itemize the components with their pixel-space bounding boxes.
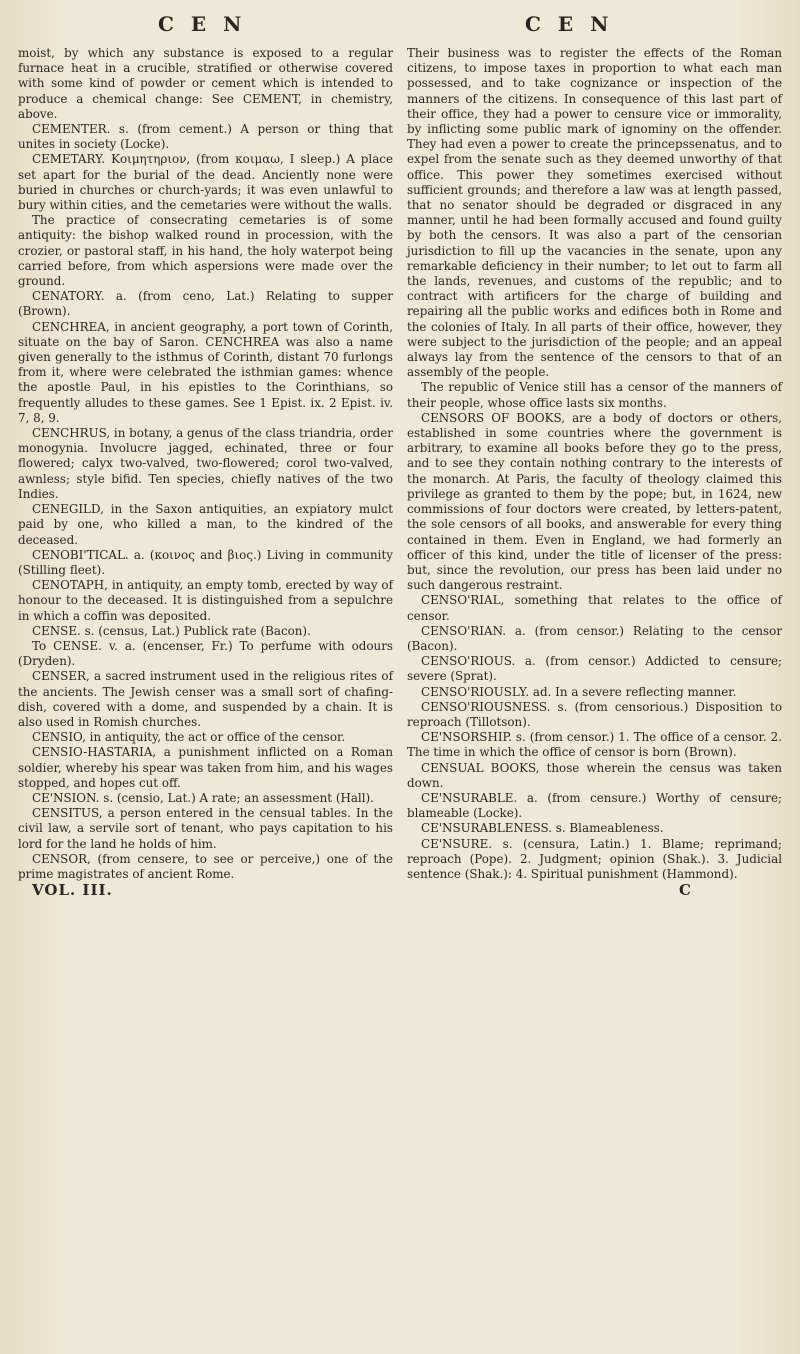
- entry-cenobitical: CENOBI'TICAL. a. (κοινος and βιος.) Living in community (Stilling fleet).: [18, 547, 393, 577]
- left-running-head: C E N: [158, 12, 247, 36]
- text-columns: [18, 46, 782, 898]
- left-column: [18, 46, 393, 898]
- entry-censor: CENSOR, (from censere, to see or perceive,) one of the prime magistrates of ancient Rome.: [18, 851, 393, 881]
- entry-cense-noun: CENSE. s. (census, Lat.) Publick rate (Bacon).: [32, 623, 311, 638]
- entry-censure: CE'NSURE. s. (censura, Latin.) 1. Blame; reprimand; reproach (Pope). 2. Judgment; opinion (Shak.). 3. Judicial sentence (Shak.): 4. Spiritual punishment (Hammond).: [407, 836, 782, 881]
- entry-cenegild: CENEGILD, in the Saxon antiquities, an expiatory mulct paid by one, who killed a man, to the kindred of the deceased.: [18, 502, 393, 547]
- entry-censor-continued: Their business was to register the effects of the Roman citizens, to impose taxes in proportion to what each man possessed, and to take cognizance or inspection of the manners of the citizens. In consequence of this last part of their office, they had a power to censure vice or immorality, by inflicting some public mark of ignominy on the offender. They had even a power to create the princepssenatus, and to expel from the senate such as they deemed unworthy of that office. This power they sometimes exercised without sufficient grounds; and therefore a law was at length passed, that no senator should be degraded or disgraced in any manner, until he had been formally accused and found guilty by both the censors. It was also a part of the censorian jurisdiction to fill up the vacancies in the senate, upon any remarkable deficiency in their number; to let out to farm all the lands, revenues, and customs of the republic; and to contract with artificers for the charge of building and repairing all the public works and edifices both in Rome and the colonies of Italy. In all parts of their office, however, they were subject to the jurisdiction of the people; and an appeal always lay from the sentence of the censors to that of an assembly of the people.: [407, 46, 782, 380]
- entry-censorial: CENSO'RIAL, something that relates to the office of censor.: [407, 593, 782, 623]
- running-headers: [18, 12, 782, 46]
- right-column: [407, 46, 782, 898]
- volume-signature: VOL. III.: [32, 881, 113, 900]
- entry-censurableness: CE'NSURABLENESS. s. Blameableness.: [421, 821, 664, 836]
- entry-cenchrea: CENCHREA, in ancient geography, a port town of Corinth, situate on the bay of Saron. CENCHREA was also a name given generally to the isthmus of Corinth, distant 70 furlongs from it, where were celebrated the isthmian games: whence the apostle Paul, in his epistles to the Corinthians, so frequently alludes to these games. See 1 Epist. ix. 2 Epist. iv. 7, 8, 9.: [18, 319, 393, 425]
- entry-censorian: CENSO'RIAN. a. (from censor.) Relating to the censor (Bacon).: [407, 623, 782, 653]
- entry-censual-books: CENSUAL BOOKS, those wherein the census was taken down.: [407, 760, 782, 790]
- entry-censorious: CENSO'RIOUS. a. (from censor.) Addicted to censure; severe (Sprat).: [407, 654, 782, 684]
- entry-cension: CE'NSION. s. (censio, Lat.) A rate; an assessment (Hall).: [32, 790, 374, 805]
- entry-venice-censor: The republic of Venice still has a censor of the manners of their people, whose office lasts six months.: [407, 380, 782, 410]
- entry-censer: CENSER, a sacred instrument used in the religious rites of the ancients. The Jewish censer was a small sort of chafing-dish, covered with a dome, and suspended by a chain. It is also used in Romish churches.: [18, 669, 393, 729]
- entry-cenotaph: CENOTAPH, in antiquity, an empty tomb, erected by way of honour to the deceased. It is distinguished from a sepulchre in which a coffin was deposited.: [18, 578, 393, 623]
- entry-cementer: CEMENTER. s. (from cement.) A person or thing that unites in society (Locke).: [18, 122, 393, 152]
- entry-cemetary: CEMETARY. Κοιμητηριον, (from κοιμαω, I sleep.) A place set apart for the burial of the dead. Anciently none were buried in churches or church-yards; it was even unlawful to bury within cities, and the cemetaries were without the walls.: [18, 152, 393, 213]
- entry-continuation: moist, by which any substance is exposed to a regular furnace heat in a crucible, stratified or otherwise covered with some kind of powder or cement which is intended to produce a chemical change: See CEMENT, in chemistry, above.: [18, 46, 393, 121]
- entry-censurable: CE'NSURABLE. a. (from censure.) Worthy of censure; blameable (Locke).: [407, 790, 782, 821]
- entry-censors-of-books: CENSORS OF BOOKS, are a body of doctors or others, established in some countries where the government is arbitrary, to examine all books before they go to the press, and to see they contain nothing contrary to the interests of the monarch. At Paris, the faculty of theology claimed this privilege as granted to them by the pope; but, in 1624, new commissions of four doctors were created, by letters-patent, the sole censors of all books, and answerable for every thing contained in them. Even in England, we had formerly an officer of this kind, under the title of licenser of the press: but, since the revolution, our press has been laid under no such dangerous restraint.: [407, 410, 782, 593]
- entry-censorship: CE'NSORSHIP. s. (from censor.) 1. The office of a censor. 2. The time in which the office of censor is born (Brown).: [407, 730, 782, 760]
- entry-censoriousness: CENSO'RIOUSNESS. s. (from censorious.) Disposition to reproach (Tillotson).: [407, 699, 782, 729]
- entry-cense-verb: To CENSE. v. a. (encenser, Fr.) To perfume with odours (Dryden).: [18, 638, 393, 669]
- entry-cemetary-practice: The practice of consecrating cemetaries is of some antiquity: the bishop walked round in procession, with the crozier, or pastoral staff, in his hand, the holy waterpot being carried before, from which aspersions were made over the ground.: [18, 213, 393, 289]
- entry-cenatory: CENATORY. a. (from ceno, Lat.) Relating to supper (Brown).: [18, 289, 393, 319]
- entry-censio: CENSIO, in antiquity, the act or office of the censor.: [32, 730, 346, 745]
- right-running-head: C E N: [525, 12, 614, 36]
- catchword: C: [679, 881, 692, 900]
- entry-censoriously: CENSO'RIOUSLY. ad. In a severe reflecting manner.: [421, 684, 737, 699]
- entry-censitus: CENSITUS, a person entered in the censual tables. In the civil law, a servile sort of tenant, who pays capitation to his lord for the land he holds of him.: [18, 806, 393, 851]
- entry-censio-hastaria: CENSIO-HASTARIA, a punishment inflicted on a Roman soldier, whereby his spear was taken from him, and his wages stopped, and hopes cut off.: [18, 745, 393, 790]
- entry-cenchrus: CENCHRUS, in botany, a genus of the class triandria, order monogynia. Involucre jagged, echinated, three or four flowered; calyx two-valved, two-flowered; corol two-valved, awnless; style bifid. Ten species, chiefly natives of the two Indies.: [18, 426, 393, 501]
